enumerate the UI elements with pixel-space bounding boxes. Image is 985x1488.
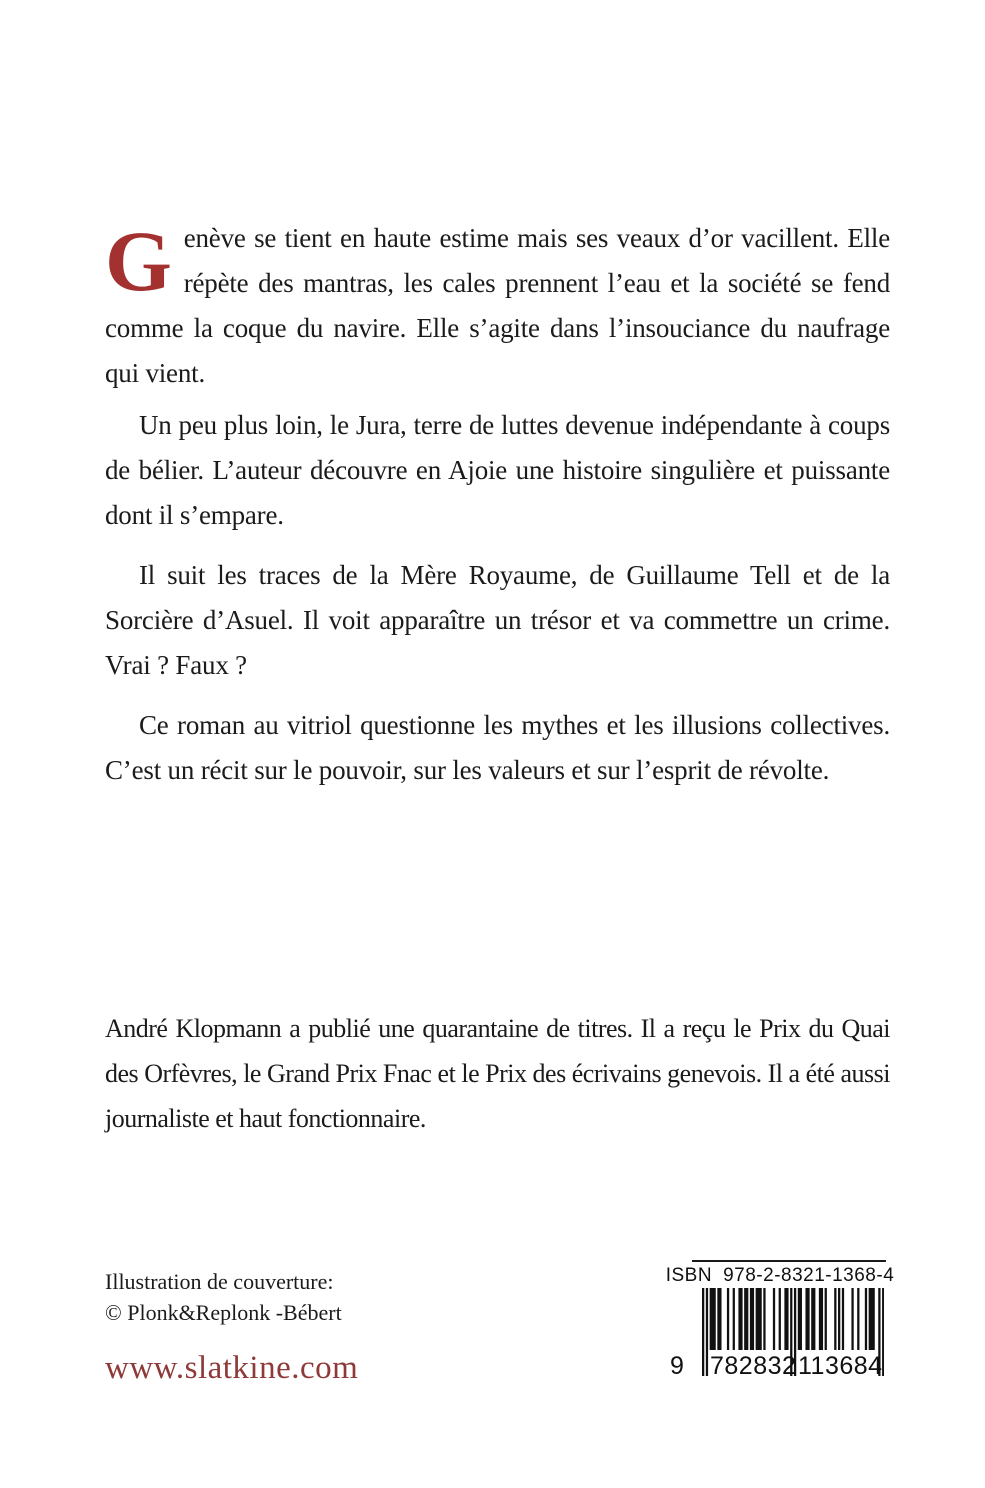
isbn-label: ISBN: [665, 1265, 713, 1286]
publisher-website: www.slatkine.com: [105, 1350, 359, 1386]
barcode-digits: [668, 1352, 892, 1386]
cover-credits: [105, 1266, 342, 1328]
isbn-block: [665, 1256, 895, 1396]
synopsis-paragraph-2: Un peu plus loin, le Jura, terre de luttes devenue indépendante à coups de bélier. L’auteur découvre en Ajoie une histoire singulière et puissante dont il s’empare.: [105, 410, 890, 530]
barcode-digits-right: 113684: [798, 1352, 883, 1380]
cover-credit-line-1: Illustration de couverture:: [105, 1269, 334, 1294]
barcode-digits-left: 782832: [710, 1352, 797, 1380]
synopsis-paragraph-4: Ce roman au vitriol questionne les mythes et les illusions collectives. C’est un récit sur le pouvoir, sur les valeurs et sur l’esprit de révolte.: [105, 710, 890, 785]
isbn-rule-line: [692, 1260, 886, 1262]
synopsis-paragraph-3: Il suit les traces de la Mère Royaume, de Guillaume Tell et de la Sorcière d’Asuel. Il voit apparaître un trésor et va commettre un crime. Vrai ? Faux ?: [105, 560, 890, 680]
dropcap-letter: G: [105, 213, 172, 309]
barcode-digit-system: 9: [670, 1352, 684, 1380]
synopsis-paragraph-1: [105, 213, 890, 396]
isbn-number: 978-2-8321-1368-4: [723, 1265, 895, 1286]
cover-credit-line-2: © Plonk&Replonk -Bébert: [105, 1300, 342, 1325]
author-bio: André Klopmann a publié une quarantaine de titres. Il a reçu le Prix du Quai des Orfèvres, le Grand Prix Fnac et le Prix des écrivains genevois. Il a été aussi journaliste et haut fonctionnaire.: [105, 1014, 890, 1133]
synopsis-paragraph-1-text: enève se tient en haute estime mais ses veaux d’or vacillent. Elle répète des mantras, les cales prennent l’eau et la société se fend comme la coque du navire. Elle s’agite dans l’insouciance du naufrage qui vient.: [105, 223, 890, 388]
isbn-line: [665, 1265, 895, 1287]
